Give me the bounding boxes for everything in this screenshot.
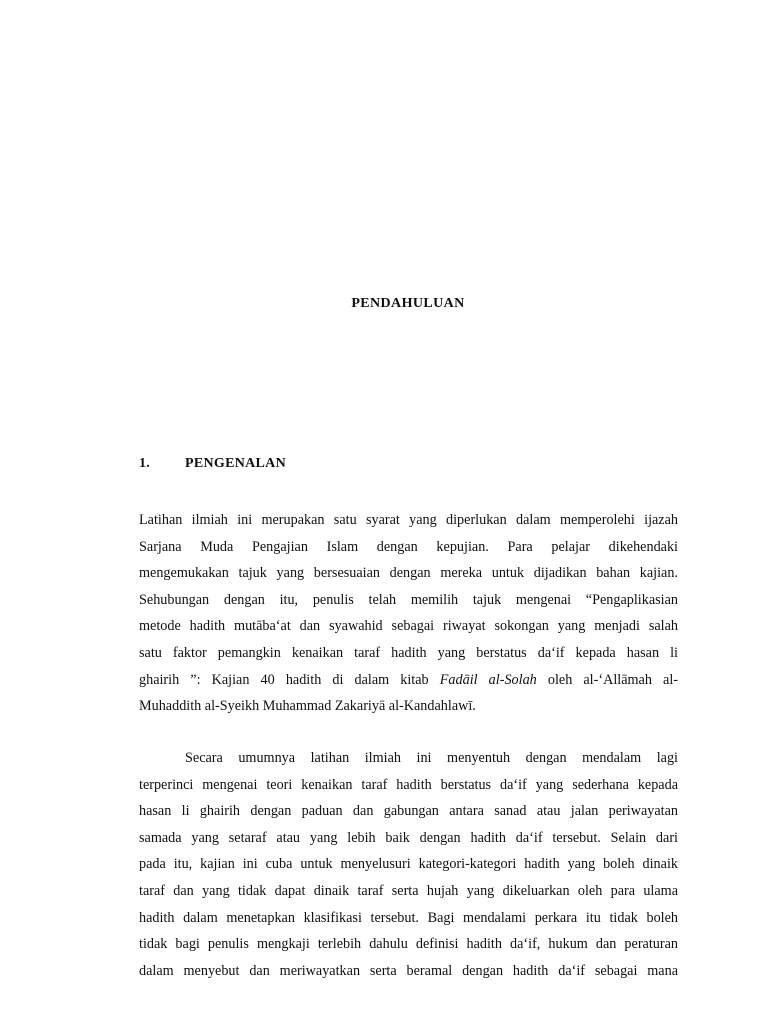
paragraph-line: mengemukakan tajuk yang bersesuaian dengan mereka untuk dijadikan bahan kajian. bbox=[139, 565, 678, 582]
paragraph-line: Sarjana Muda Pengajian Islam dengan kepujian. Para pelajar dikehendaki bbox=[139, 538, 678, 555]
paragraph-line: dalam menyebut dan meriwayatkan serta beramal dengan hadith da‘if sebagai mana bbox=[139, 962, 678, 979]
paragraph-line: hasan li ghairih dengan paduan dan gabungan antara sanad atau jalan periwayatan bbox=[139, 803, 678, 820]
paragraph-line: Secara umumnya latihan ilmiah ini menyentuh dengan mendalam lagi bbox=[185, 750, 678, 766]
paragraph-scope bbox=[139, 745, 678, 984]
section-number: 1. bbox=[139, 456, 151, 471]
book-title: Fadāil al-Solah bbox=[439, 671, 537, 688]
paragraph-line: satu faktor pemangkin kenaikan taraf hadith yang berstatus da‘if kepada hasan li bbox=[139, 644, 678, 661]
paragraph-line bbox=[139, 667, 678, 694]
paragraph-line: Muhaddith al-Syeikh Muhammad Zakariyā al-Kandahlawī. bbox=[139, 698, 476, 715]
paragraph-line: terperinci mengenai teori kenaikan taraf hadith berstatus da‘if yang sederhana kepada bbox=[139, 776, 678, 793]
document-title: PENDAHULUAN bbox=[351, 296, 465, 311]
paragraph-line: pada itu, kajian ini cuba untuk menyelusuri kategori-kategori hadith yang boleh dinaik bbox=[139, 856, 678, 873]
paragraph-line: samada yang setaraf atau yang lebih baik dengan hadith da‘if tersebut. Selain dari bbox=[139, 829, 678, 846]
section-title: PENGENALAN bbox=[185, 456, 287, 471]
paragraph-line: tidak bagi penulis mengkaji terlebih dahulu definisi hadith da‘if, hukum dan peraturan bbox=[139, 936, 678, 953]
section-heading bbox=[139, 456, 286, 472]
paragraph-line: hadith dalam menetapkan klasifikasi tersebut. Bagi mendalami perkara itu tidak boleh bbox=[139, 909, 678, 926]
paragraph-introduction bbox=[139, 507, 678, 720]
line-text: oleh al-‘Allāmah al- bbox=[536, 671, 678, 688]
paragraph-line: metode hadith mutāba‘at dan syawahid sebagai riwayat sokongan yang menjadi salah bbox=[139, 618, 678, 635]
line-text: ghairih ”: Kajian 40 hadith di dalam kitab bbox=[139, 671, 440, 688]
paragraph-line: Sehubungan dengan itu, penulis telah memilih tajuk mengenai “Pengaplikasian bbox=[139, 591, 678, 608]
paragraph-line: Latihan ilmiah ini merupakan satu syarat yang diperlukan dalam memperolehi ijazah bbox=[139, 512, 678, 528]
paragraph-line: taraf dan yang tidak dapat dinaik taraf serta hujah yang dikeluarkan oleh para ulama bbox=[139, 882, 678, 899]
